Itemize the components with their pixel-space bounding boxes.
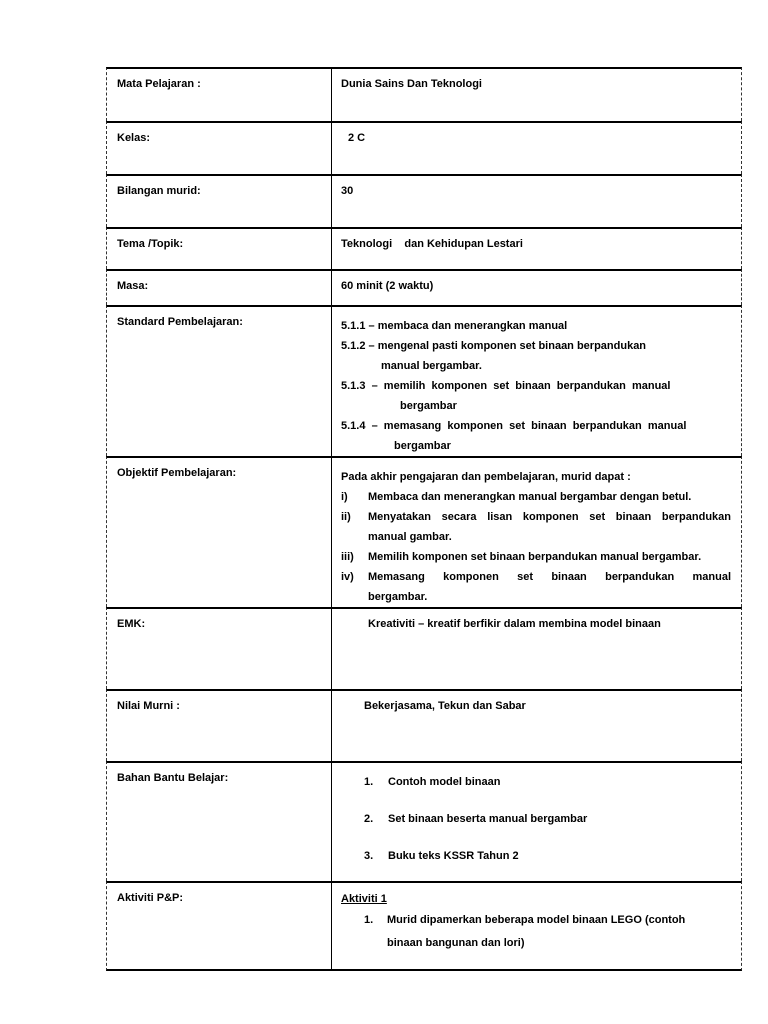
list-number: 1. (364, 776, 374, 788)
table-row (106, 881, 742, 971)
list-item (364, 932, 731, 955)
list-text: Contoh model binaan (388, 776, 501, 788)
standard-line: bergambar (400, 400, 457, 412)
row-label: EMK: (117, 618, 146, 630)
table-row (106, 227, 742, 269)
list-number: i) (341, 491, 348, 503)
standard-line: 5.1.4 – memasang komponen set binaan berpandukan manual (341, 420, 687, 432)
list-item (341, 527, 731, 547)
row-value (331, 307, 741, 456)
list-number (341, 527, 368, 547)
table-row (106, 305, 742, 456)
list-number (341, 587, 368, 607)
list-item (364, 909, 731, 932)
list-number: 1. (364, 914, 374, 926)
row-value: 30 (331, 176, 741, 227)
list-item (364, 772, 731, 792)
list-number: iii) (341, 551, 354, 563)
row-value (331, 763, 741, 881)
activity-heading: Aktiviti 1 (341, 893, 387, 905)
standard-line: 5.1.1 – membaca dan menerangkan manual (341, 320, 568, 332)
standard-line: 5.1.3 – memilih komponen set binaan berpandukan manual (341, 380, 671, 392)
list-number: iv) (341, 571, 354, 583)
row-label: Kelas: (117, 132, 151, 144)
row-label: Nilai Murni : (117, 700, 180, 712)
row-value: 60 minit (2 waktu) (331, 271, 741, 305)
list-text: binaan bangunan dan lori) (387, 937, 525, 949)
table-row (106, 456, 742, 607)
row-value: 2 C (331, 123, 741, 174)
row-label: Bilangan murid: (117, 185, 201, 197)
list-text: Set binaan beserta manual bergambar (388, 813, 588, 825)
list-item (341, 587, 731, 607)
table-row (106, 174, 742, 227)
row-label: Mata Pelajaran : (117, 78, 201, 90)
list-text: Membaca dan menerangkan manual bergambar dengan betul. (368, 491, 692, 503)
row-value: Teknologi dan Kehidupan Lestari (331, 229, 741, 269)
row-label: Objektif Pembelajaran: (117, 467, 237, 479)
list-item (341, 507, 731, 527)
list-text: Memasang komponen set binaan berpandukan manual (368, 571, 731, 583)
list-text: Memilih komponen set binaan berpandukan manual bergambar. (368, 551, 702, 563)
table-row (106, 67, 742, 121)
list-number: 3. (364, 850, 374, 862)
list-text: manual gambar. (368, 531, 452, 543)
list-text: Menyatakan secara lisan komponen set binaan berpandukan (368, 511, 731, 523)
table-row (106, 269, 742, 305)
list-item (341, 487, 731, 507)
list-item (341, 567, 731, 587)
row-value: Dunia Sains Dan Teknologi (331, 69, 741, 121)
standard-line: 5.1.2 – mengenal pasti komponen set binaan berpandukan (341, 340, 647, 352)
table-row (106, 121, 742, 174)
table-row (106, 607, 742, 689)
list-text: Buku teks KSSR Tahun 2 (388, 850, 519, 862)
list-item (341, 547, 731, 567)
row-label: Bahan Bantu Belajar: (117, 772, 229, 784)
objective-intro: Pada akhir pengajaran dan pembelajaran, murid dapat : (341, 471, 631, 483)
list-number: 2. (364, 813, 374, 825)
list-text: Murid dipamerkan beberapa model binaan LEGO (contoh (387, 914, 686, 926)
row-value (331, 458, 741, 607)
list-number: ii) (341, 511, 351, 523)
lesson-plan-table (106, 67, 742, 971)
list-item (364, 809, 731, 829)
list-item (364, 846, 731, 866)
list-text: bergambar. (368, 591, 428, 603)
row-label: Tema /Topik: (117, 238, 184, 250)
row-value (331, 883, 741, 969)
row-label: Standard Pembelajaran: (117, 316, 243, 328)
row-label: Aktiviti P&P: (117, 892, 184, 904)
table-row (106, 761, 742, 881)
standard-line: manual bergambar. (381, 360, 482, 372)
standard-line: bergambar (394, 440, 451, 452)
table-row (106, 689, 742, 761)
row-value: Kreativiti – kreatif berfikir dalam membina model binaan (331, 609, 741, 689)
row-label: Masa: (117, 280, 149, 292)
list-number (364, 932, 387, 955)
row-value: Bekerjasama, Tekun dan Sabar (331, 691, 741, 761)
